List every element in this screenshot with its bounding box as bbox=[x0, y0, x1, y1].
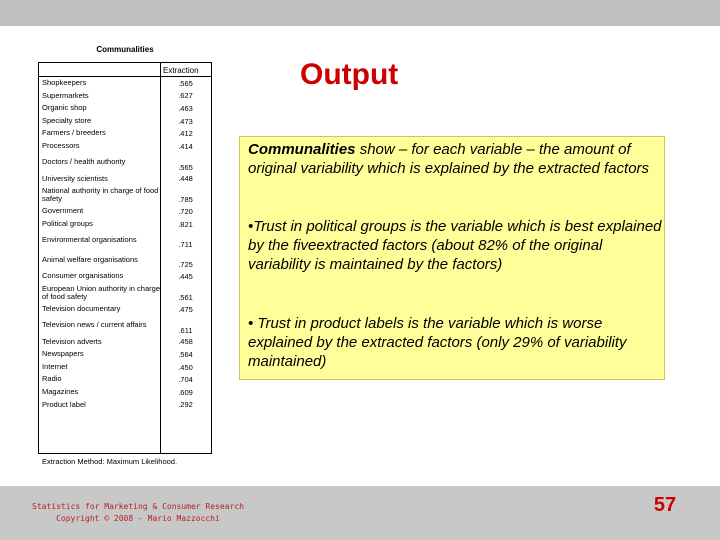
row-value: .473 bbox=[178, 116, 193, 126]
table-row bbox=[39, 127, 211, 140]
row-label: Product label bbox=[42, 399, 86, 409]
row-label: Animal welfare organisations bbox=[42, 255, 138, 265]
row-value: .627 bbox=[178, 91, 193, 101]
table-row bbox=[39, 250, 211, 270]
footer-line-1: Statistics for Marketing & Consumer Research bbox=[32, 502, 244, 511]
row-value: .785 bbox=[178, 195, 193, 205]
table-row bbox=[39, 348, 211, 361]
row-value: .450 bbox=[178, 362, 193, 372]
row-label: Newspapers bbox=[42, 349, 84, 359]
table-row bbox=[39, 102, 211, 115]
row-label: Specialty store bbox=[42, 115, 92, 125]
row-value: .458 bbox=[178, 337, 193, 347]
row-label: Farmers / breeders bbox=[42, 128, 106, 138]
row-label: National authority in charge of food safety bbox=[42, 185, 159, 204]
row-value: .414 bbox=[178, 141, 193, 151]
note-term: Communalities bbox=[248, 141, 356, 158]
table-row bbox=[39, 115, 211, 128]
table-row bbox=[39, 399, 211, 412]
table-row bbox=[39, 303, 211, 316]
note-paragraph-1 bbox=[248, 140, 662, 178]
row-value: .609 bbox=[178, 387, 193, 397]
row-value: .720 bbox=[178, 206, 193, 216]
row-label: Radio bbox=[42, 374, 62, 384]
row-value: .561 bbox=[178, 292, 193, 302]
footer-credit bbox=[18, 501, 258, 525]
table-caption: Communalities bbox=[96, 45, 154, 54]
note-paragraph-3: • Trust in product labels is the variable which is worse explained by the extracted factors (only 29% of variability maintained) bbox=[248, 315, 627, 370]
table-row bbox=[39, 185, 211, 205]
row-value: .448 bbox=[178, 174, 193, 184]
row-label: Consumer organisations bbox=[42, 271, 124, 281]
table-row bbox=[39, 283, 211, 303]
table-row bbox=[39, 386, 211, 399]
table-row bbox=[39, 361, 211, 374]
top-bar bbox=[0, 0, 720, 26]
row-value: .565 bbox=[178, 162, 193, 172]
row-label: Television news / current affairs bbox=[42, 320, 147, 330]
row-label: Political groups bbox=[42, 218, 93, 228]
row-value: .564 bbox=[178, 349, 193, 359]
row-label: Supermarkets bbox=[42, 90, 89, 100]
table-row bbox=[39, 205, 211, 218]
row-label: Television documentary bbox=[42, 304, 121, 314]
row-value: .475 bbox=[178, 304, 193, 314]
row-label: University scientists bbox=[42, 173, 108, 183]
row-label: Processors bbox=[42, 141, 80, 151]
table-row bbox=[39, 373, 211, 386]
note-paragraph-2: •Trust in political groups is the variable which is best explained by the fiveextracted factors (about 82% of the original variability is maintained by the factors) bbox=[248, 218, 662, 273]
row-label: Magazines bbox=[42, 387, 79, 396]
table-row bbox=[39, 77, 211, 90]
row-value: .611 bbox=[178, 325, 193, 335]
row-label: Television adverts bbox=[42, 336, 102, 346]
table-row bbox=[39, 230, 211, 250]
row-value: .565 bbox=[178, 78, 193, 88]
communalities-table bbox=[38, 62, 212, 454]
table-row bbox=[39, 336, 211, 349]
table-row bbox=[39, 218, 211, 231]
row-value: .821 bbox=[178, 219, 193, 229]
row-label: Government bbox=[42, 206, 84, 216]
row-label: European Union authority in charge of food safety bbox=[42, 283, 160, 301]
table-footnote: Extraction Method: Maximum Likelihood. bbox=[42, 457, 178, 466]
table-rows bbox=[39, 77, 211, 411]
row-value: .292 bbox=[178, 400, 193, 410]
table-row bbox=[39, 173, 211, 186]
row-label: Environmental organisations bbox=[42, 235, 137, 245]
row-value: .725 bbox=[178, 260, 193, 270]
row-value: .704 bbox=[178, 375, 193, 385]
footer-line-2: Copyright © 2008 - Mario Mazzocchi bbox=[56, 514, 220, 523]
table-row bbox=[39, 90, 211, 103]
row-value: .412 bbox=[178, 129, 193, 139]
table-row bbox=[39, 140, 211, 153]
row-label: Internet bbox=[42, 361, 68, 371]
row-value: .463 bbox=[178, 103, 193, 113]
table-row bbox=[39, 316, 211, 336]
row-value: .445 bbox=[178, 272, 193, 282]
row-label: Doctors / health authority bbox=[42, 157, 126, 167]
row-label: Shopkeepers bbox=[42, 78, 87, 88]
table-row bbox=[39, 153, 211, 173]
table-row bbox=[39, 270, 211, 283]
slide-title: Output bbox=[300, 58, 399, 91]
row-value: .711 bbox=[178, 240, 193, 250]
page-number: 57 bbox=[653, 494, 677, 516]
column-header-extraction: Extraction bbox=[163, 66, 199, 75]
note-text: show – for each variable – the amount of original variability which is explained by the extracted factors bbox=[248, 141, 650, 177]
row-label: Organic shop bbox=[42, 103, 87, 113]
